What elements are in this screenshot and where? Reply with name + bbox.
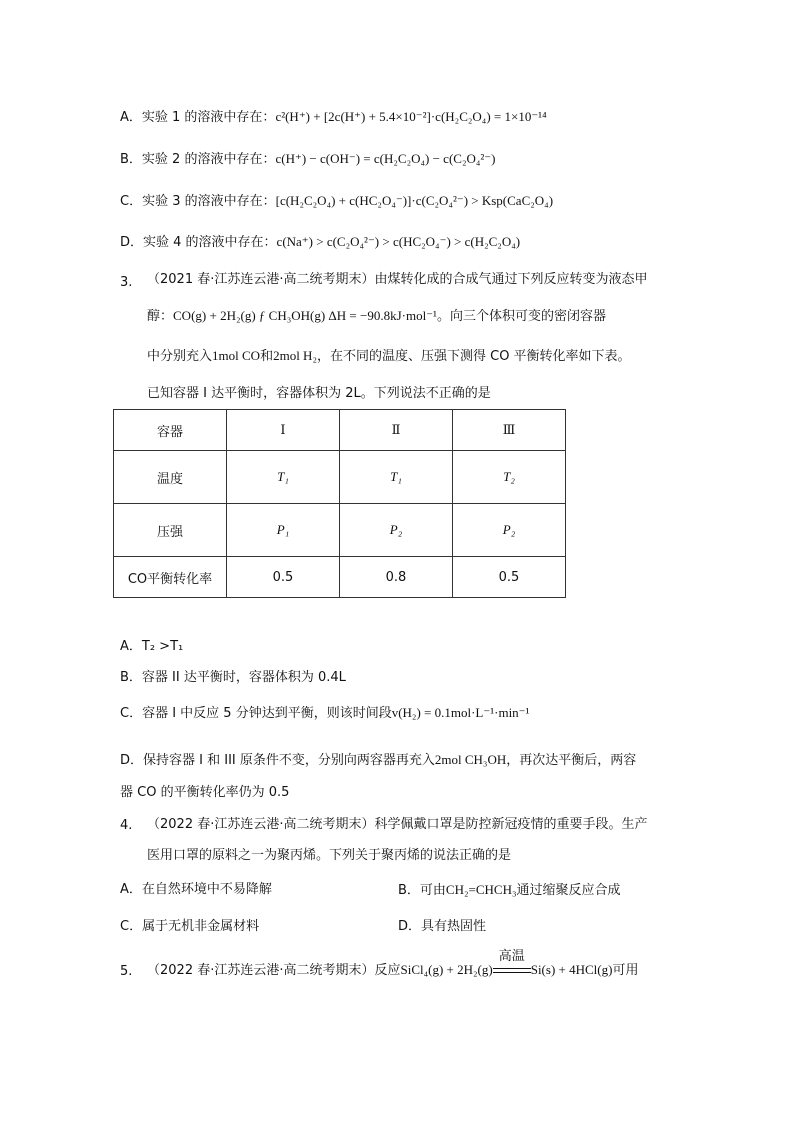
q2-option-d-label: D．实验 4 的溶液中存在： xyxy=(120,235,277,250)
q2-option-c-label: C．实验 3 的溶液中存在： xyxy=(120,194,276,209)
table-row xyxy=(114,504,566,557)
q2-option-c xyxy=(120,191,553,212)
table-cell: 0.5 xyxy=(453,557,566,598)
q4-option-b xyxy=(398,880,621,901)
table-header-row xyxy=(114,410,566,451)
q3-stem-line2-a: 醇： xyxy=(147,309,174,324)
table-cell: T₂ xyxy=(453,451,566,504)
q3-stem-line1: （2021 春·江苏连云港·高二统考期末）由煤转化成的合成气通过下列反应转变为液态甲 xyxy=(147,272,648,287)
table-cell: 0.5 xyxy=(227,557,340,598)
q4-number: 4. xyxy=(120,818,133,833)
q3-option-d xyxy=(120,750,636,771)
q3-stem-line3-c: ，在不同的温度、压强下测得 CO 平衡转化率如下表。 xyxy=(316,349,631,364)
table-cell: Ⅲ xyxy=(453,410,566,451)
q2-option-a-label: A．实验 1 的溶液中存在： xyxy=(120,110,276,125)
table-cell: T₁ xyxy=(227,451,340,504)
q3-option-d-text-a: D．保持容器 I 和 III 原条件不变，分别向两容器再充入 xyxy=(120,753,435,768)
q3-option-d-text-b: ，再次达平衡后，两容 xyxy=(506,753,637,768)
q5-reaction-condition: 高温 xyxy=(498,949,525,964)
table-cell: Ⅰ xyxy=(227,410,340,451)
q4-option-b-text-b: 通过缩聚反应合成 xyxy=(516,883,621,898)
q3-stem-line3 xyxy=(147,346,631,367)
q4-option-d: D．具有热固性 xyxy=(398,919,487,934)
q5-number: 5. xyxy=(120,964,133,979)
q5-equation-right: Si(s) + 4HCl(g) xyxy=(530,962,613,977)
q2-option-b xyxy=(120,149,496,170)
q2-option-d xyxy=(120,232,520,253)
q2-option-c-formula: [c(H₂C₂O₄) + c(HC₂O₄⁻)]·c(C₂O₄²⁻) > Ksp(CaC₂O₄) xyxy=(275,193,554,208)
q3-option-a: A．T₂ >T₁ xyxy=(120,639,184,654)
q3-co-amount: 1mol CO xyxy=(212,348,261,363)
table-cell: P₂ xyxy=(453,504,566,557)
q2-option-b-label: B．实验 2 的溶液中存在： xyxy=(120,152,276,167)
q3-h2-amount: 2mol H₂ xyxy=(273,348,317,363)
table-cell: 压强 xyxy=(114,504,227,557)
table-cell: 容器 xyxy=(114,410,227,451)
table-cell: P₂ xyxy=(340,504,453,557)
q5-reaction-arrow xyxy=(493,949,531,981)
q3-stem-line2-b: 。向三个体积可变的密闭容器 xyxy=(436,309,606,324)
table-cell: 0.8 xyxy=(340,557,453,598)
table-row xyxy=(114,451,566,504)
q4-option-a: A．在自然环境中不易降解 xyxy=(120,882,272,897)
q3-number: 3. xyxy=(120,275,133,290)
q3-reaction-equation: CO(g) + 2H₂(g) ƒ CH₃OH(g) ΔH = −90.8kJ·mol⁻¹ xyxy=(173,308,437,323)
q4-stem-line1: （2022 春·江苏连云港·高二统考期末）科学佩戴口罩是防控新冠疫情的重要手段。生产 xyxy=(147,817,648,832)
q4-option-c: C．属于无机非金属材料 xyxy=(120,919,260,934)
q3-option-d-continued: 器 CO 的平衡转化率仍为 0.5 xyxy=(120,785,290,800)
q2-option-a xyxy=(120,107,547,128)
q3-option-c-text: C．容器 I 中反应 5 分钟达到平衡，则该时间段 xyxy=(120,706,392,721)
table-row xyxy=(114,557,566,598)
q5-stem-line1 xyxy=(147,949,639,981)
q3-stem-line2 xyxy=(147,306,606,327)
table-cell: CO平衡转化率 xyxy=(114,557,227,598)
q2-option-a-formula: c²(H⁺) + [2c(H⁺) + 5.4×10⁻²]·c(H₂C₂O₄) = 1×10⁻¹⁴ xyxy=(275,109,547,124)
q4-stem-line2: 医用口罩的原料之一为聚丙烯。下列关于聚丙烯的说法正确的是 xyxy=(147,848,512,863)
q3-stem-line3-a: 中分别充入 xyxy=(147,349,213,364)
q3-option-b: B．容器 II 达平衡时，容器体积为 0.4L xyxy=(120,670,346,685)
table-cell: P₁ xyxy=(227,504,340,557)
q4-option-b-formula: CH₂=CHCH₃ xyxy=(445,882,517,897)
q3-option-c xyxy=(120,703,529,724)
table-cell: Ⅱ xyxy=(340,410,453,451)
q5-stem-text-b: 可用 xyxy=(612,963,639,978)
table-cell: 温度 xyxy=(114,451,227,504)
q3-stem-line3-b: 和 xyxy=(260,349,274,364)
q2-option-b-formula: c(H⁺) − c(OH⁻) = c(H₂C₂O₄) − c(C₂O₄²⁻) xyxy=(275,151,496,166)
q5-stem-text-a: （2022 春·江苏连云港·高二统考期末）反应 xyxy=(147,963,401,978)
q3-option-d-formula: 2mol CH₃OH xyxy=(434,752,507,767)
q4-option-b-text-a: B．可由 xyxy=(398,883,446,898)
table-cell: T₁ xyxy=(340,451,453,504)
q3-option-c-formula: v(H₂) = 0.1mol·L⁻¹·min⁻¹ xyxy=(391,705,530,720)
q5-equation-left: SiCl₄(g) + 2H₂(g) xyxy=(400,962,493,977)
q2-option-d-formula: c(Na⁺) > c(C₂O₄²⁻) > c(HC₂O₄⁻) > c(H₂C₂O₄) xyxy=(276,234,521,249)
q3-stem-line4: 已知容器 I 达平衡时，容器体积为 2L。下列说法不正确的是 xyxy=(147,386,491,401)
q3-data-table xyxy=(113,409,566,598)
